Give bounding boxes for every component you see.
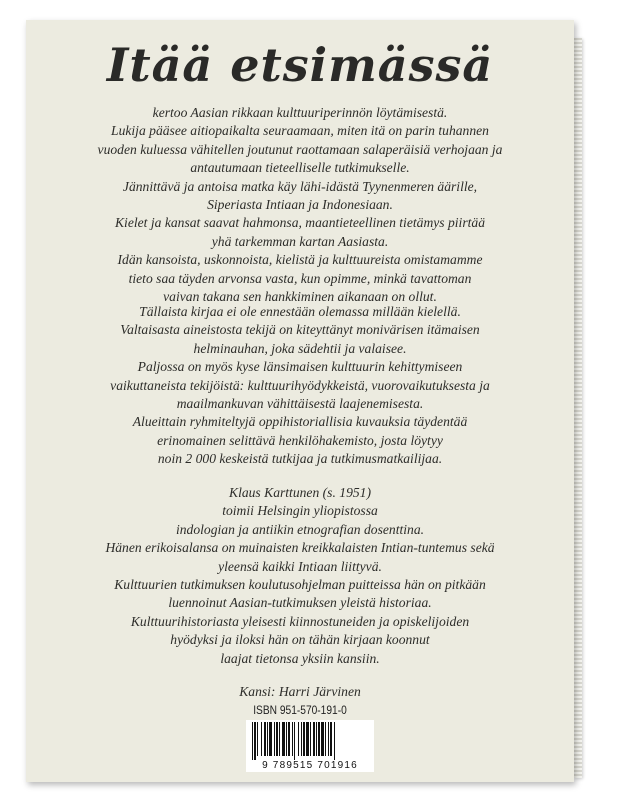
author-bio-paragraph [26, 484, 574, 668]
text-line: Idän kansoista, uskonnoista, kielistä ja kulttuureista omistamamme [117, 252, 483, 268]
text-line: yleensä kaikki Intiaan liittyvä. [218, 558, 382, 574]
barcode-bar [310, 722, 311, 756]
text-line: Lukija pääsee aitiopaikalta seuraamaan, miten itä on parin tuhannen [111, 123, 489, 139]
barcode-bar [286, 722, 287, 756]
barcode-bar [334, 722, 335, 760]
book-title: Itää etsimässä [106, 38, 494, 92]
barcode-bar [254, 722, 256, 760]
barcode [246, 720, 374, 772]
barcode-bars [250, 722, 370, 760]
barcode-bar [279, 722, 280, 756]
barcode-bar [288, 722, 290, 756]
text-line: tieto saa täyden arvonsa vasta, kun opimme, minkä tavattoman [128, 270, 472, 286]
barcode-bar [252, 722, 253, 760]
text-line: luennoinut Aasian-tutkimuksen yleistä historiaa. [168, 595, 432, 611]
barcode-bar [330, 722, 332, 756]
text-line: kertoo Aasian rikkaan kulttuuriperinnön löytämisestä. [152, 105, 448, 120]
barcode-bar [294, 722, 295, 760]
book-spine-edge [574, 38, 582, 778]
barcode-bar [298, 722, 299, 756]
text-line: Paljossa on myös kyse länsimaisen kulttuurin kehittymiseen [137, 359, 463, 375]
barcode-bar [261, 722, 262, 756]
description-paragraph-2 [26, 303, 574, 469]
barcode-bar [257, 722, 258, 756]
barcode-bar [264, 722, 266, 756]
barcode-bar [321, 722, 324, 756]
isbn-label: ISBN 951-570-191-0 [253, 703, 347, 717]
barcode-bar [318, 722, 320, 756]
barcode-bar [282, 722, 285, 756]
text-line: toimii Helsingin yliopistossa [222, 503, 378, 519]
barcode-bar [303, 722, 305, 756]
text-line: vuoden kuluessa vähitellen joutunut raottamaan salaperäisiä verhojaan ja [97, 141, 503, 157]
text-line: Kielet ja kansat saavat hahmonsa, maantieteellinen tietämys piirtää [114, 215, 485, 231]
text-line: Hänen erikoisalansa on muinaisten kreikkalaisten Intian-tuntemus sekä [105, 540, 495, 556]
barcode-number: 9 789515 701916 [262, 760, 358, 771]
text-line: Valtaisasta aineistosta tekijä on kiteyttänyt monivärisen itämaisen [120, 322, 480, 338]
text-line: Tällaista kirjaa ei ole ennestään olemassa millään kielellä. [139, 304, 461, 319]
text-line: erinomainen selittävä henkilöhakemisto, josta löytyy [157, 432, 443, 448]
barcode-bar [267, 722, 268, 756]
text-line: Kulttuurihistoriasta yleisesti kiinnostuneiden ja opiskelijoiden [130, 613, 470, 629]
author-name: Klaus Karttunen (s. 1951) [229, 485, 371, 500]
barcode-bar [328, 722, 329, 756]
text-line: laajat tietonsa yksiin kansiin. [220, 650, 380, 666]
text-line: hyödyksi ja iloksi hän on tähän kirjaan koonnut [170, 632, 430, 648]
barcode-bar [276, 722, 278, 756]
barcode-bar [292, 722, 293, 756]
text-line: Jännittävä ja antoisa matka käy lähi-idästä Tyynenmeren äärille, [122, 178, 478, 194]
text-line: antautumaan tieteelliselle tutkimukselle. [190, 160, 410, 176]
description-paragraph-1 [26, 104, 574, 306]
text-line: Kulttuurien tutkimuksen koulutusohjelman puitteissa hän on pitkään [114, 577, 486, 593]
barcode-bar [306, 722, 309, 756]
text-line: helminauhan, joka sädehtii ja valaisee. [193, 340, 407, 356]
text-line: vaikuttaneista tekijöistä: kulttuurihyödykkeistä, vuorovaikutuksesta ja [110, 377, 490, 393]
text-line: noin 2 000 keskeistä tutkijaa ja tutkimusmatkailijaa. [157, 451, 443, 467]
text-line: indologian ja antiikin etnografian dosenttina. [175, 521, 425, 537]
barcode-bar [301, 722, 302, 756]
text-line: maailmankuvan vähittäisestä laajenemisesta. [176, 396, 424, 412]
back-cover [26, 20, 574, 782]
text-line: vaivan takana sen hankkiminen aikanaan on ollut. [163, 289, 437, 305]
barcode-bar [325, 722, 326, 756]
cover-credit: Kansi: Harri Järvinen [239, 684, 361, 699]
barcode-bar [274, 722, 275, 756]
barcode-bar [316, 722, 317, 756]
text-line: Siperiasta Intiaan ja Indonesiaan. [207, 197, 393, 213]
text-line: yhä tarkemman kartan Aasiasta. [211, 233, 389, 249]
barcode-bar [269, 722, 272, 756]
text-line: Alueittain ryhmiteltyjä oppihistoriallisia kuvauksia täydentää [132, 414, 468, 430]
barcode-bar [313, 722, 315, 756]
